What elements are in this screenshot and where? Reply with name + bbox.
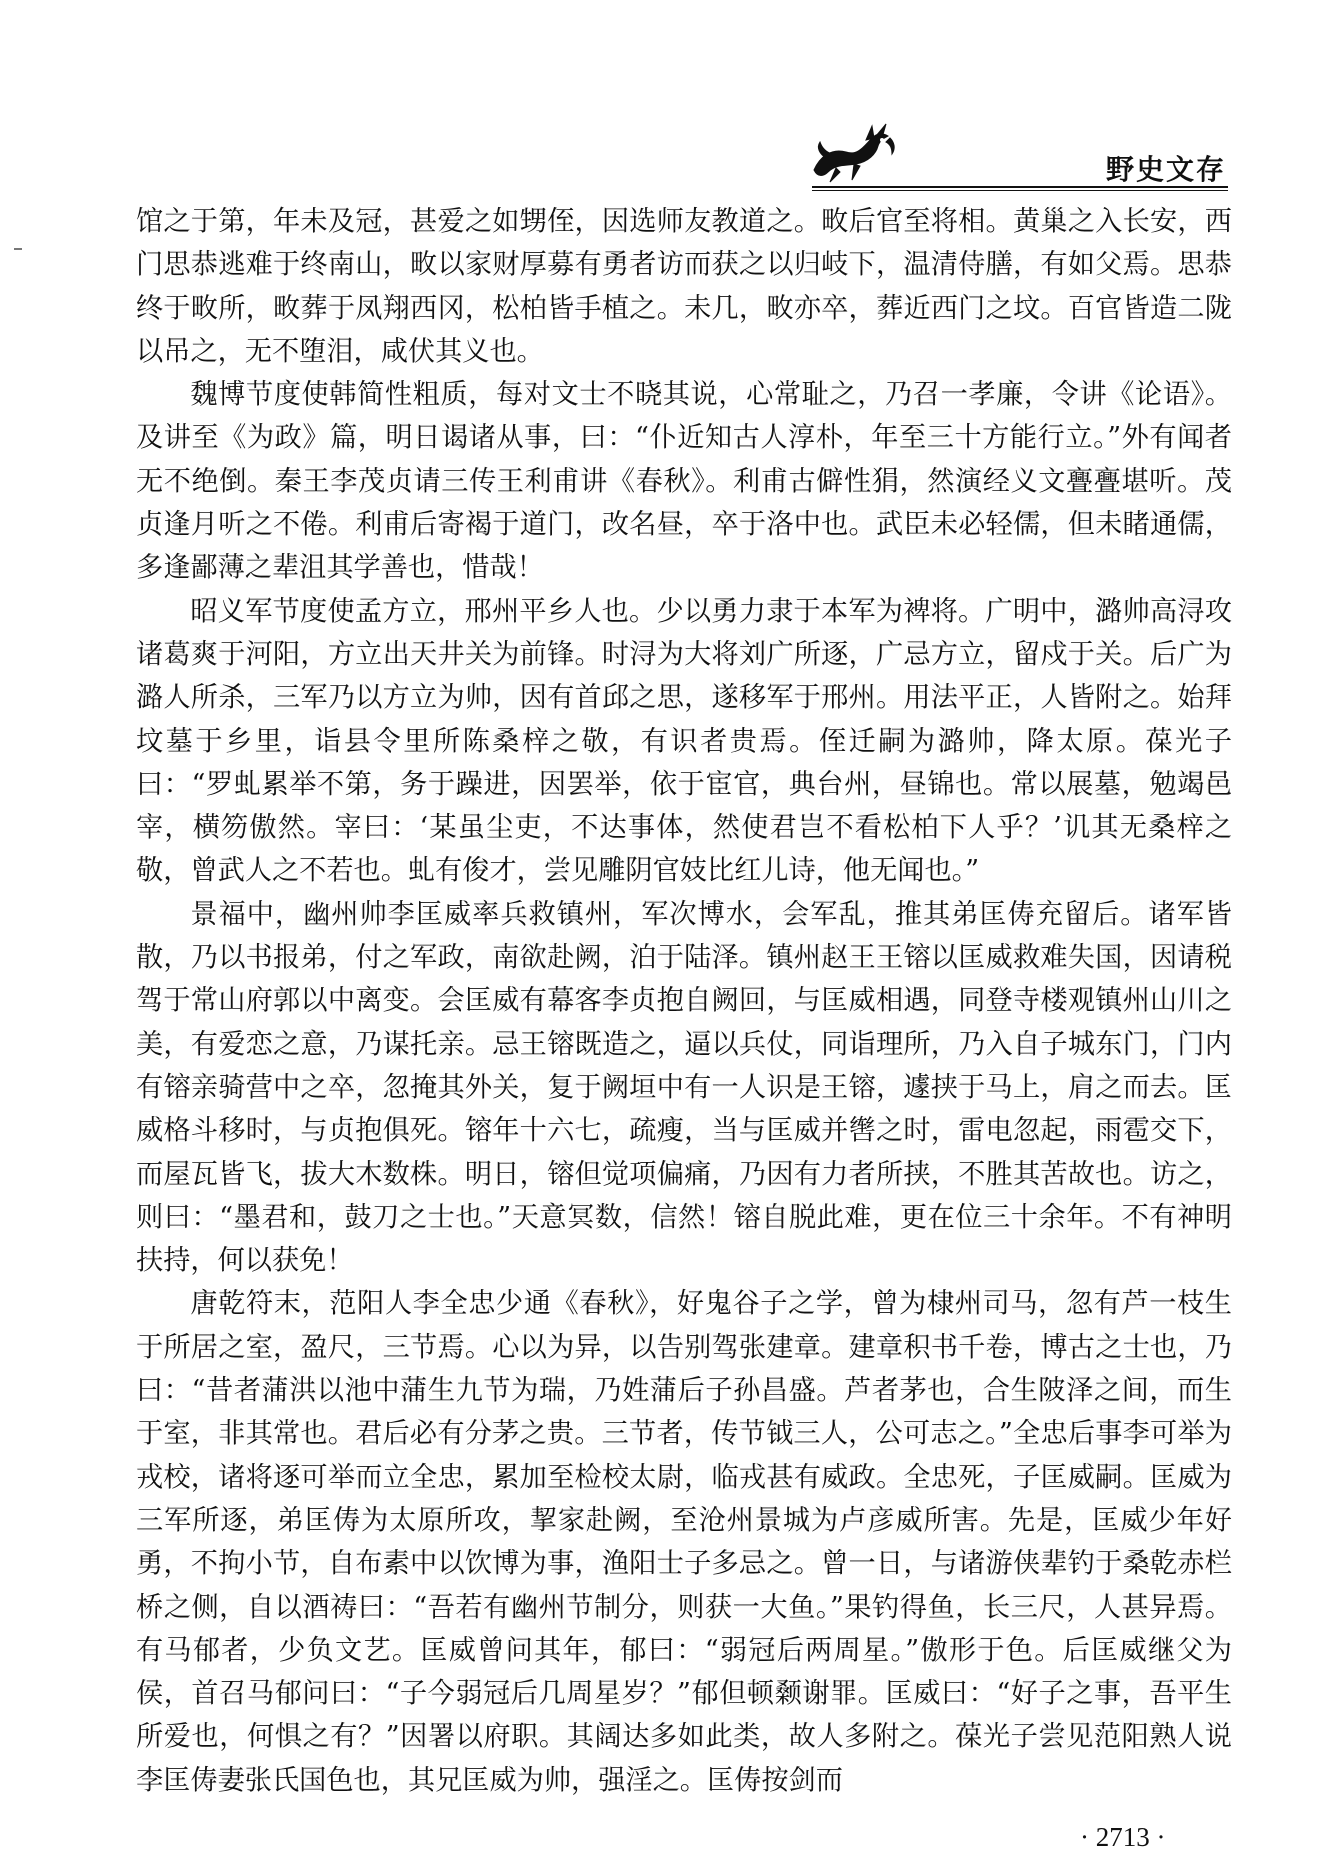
page-number: · 2713 ·	[1080, 1822, 1166, 1852]
header-rule	[812, 186, 1228, 188]
paragraph-4: 景福中，幽州帅李匡威率兵救镇州，军次博水，会军乱，推其弟匡俦充留后。诸军皆散，乃以书报弟，付之军政，南欲赴阙，泊于陆泽。镇州赵王王镕以匡威救难失国，因请税驾于常山府郭以中离变。会匡威有幕客李贞抱自阙回，与匡威相遇，同登寺楼观镇州山川之美，有爱恋之意，乃谋托亲。忌王镕既造之，逼以兵仗，同诣理所，乃入自子城东门，门内有镕亲骑营中之卒，忽掩其外关，复于阙垣中有一人识是王镕，遽挟于马上，肩之而去。匡威格斗移时，与贞抱俱死。镕年十六七，疏瘦，当与匡威并辔之时，雷电忽起，雨雹交下，而屋瓦皆飞，拔大木数株。明日，镕但觉项偏痛，乃因有力者所挟，不胜其苦故也。访之，则曰：“墨君和，鼓刀之士也。”天意冥数，信然！镕自脱此难，更在位三十余年。不有神明扶持，何以获免！	[136, 898, 1232, 1277]
scan-mark	[14, 248, 22, 250]
dragon-emblem-icon	[806, 118, 898, 188]
paragraph-1: 馆之于第，年未及冠，甚爱之如甥侄，因选师友教道之。畋后官至将相。黄巢之入长安，西门思恭逃难于终南山，畋以家财厚募有勇者访而获之以归岐下，温清侍膳，有如父焉。思恭终于畋所，畋葬于凤翔西冈，松柏皆手植之。未几，畋亦卒，葬近西门之坟。百官皆造二陇以吊之，无不堕泪，咸伏其义也。	[136, 206, 1232, 367]
paragraph-3: 昭义军节度使孟方立，邢州平乡人也。少以勇力隶于本军为裨将。广明中，潞帅高浔攻诸葛爽于河阳，方立出天井关为前锋。时浔为大将刘广所逐，广忌方立，留戍于关。后广为潞人所杀，三军乃以方立为帅，因有首邱之思，遂移军于邢州。用法平正，人皆附之。始拜坟墓于乡里，诣县令里所陈桑梓之敬，有识者贵焉。侄迁嗣为潞帅，降太原。葆光子曰：“罗虬累举不第，务于躁进，因罢举，依于宦官，典台州，昼锦也。常以展墓，勉竭邑宰，横笏傲然。宰曰：‘某虽尘吏，不达事体，然使君岂不看松柏下人乎？’讥其无桑梓之敬，曾武人之不若也。虬有俊才，尝见雕阴官妓比红儿诗，他无闻也。”	[136, 595, 1232, 887]
paragraph-5: 唐乾符末，范阳人李全忠少通《春秋》，好鬼谷子之学，曾为棣州司马，忽有芦一枝生于所居之室，盈尺，三节焉。心以为异，以告别驾张建章。建章积书千卷，博古之士也，乃曰：“昔者蒲洪以池中蒲生九节为瑞，乃姓蒲后子孙昌盛。芦者茅也，合生陂泽之间，而生于室，非其常也。君后必有分茅之贵。三节者，传节钺三人，公可志之。”全忠后事李可举为戎校，诸将逐可举而立全忠，累加至检校太尉，临戎甚有威政。全忠死，子匡威嗣。匡威为三军所逐，弟匡俦为太原所攻，挈家赴阙，至沧州景城为卢彦威所害。先是，匡威少年好勇，不拘小节，自布素中以饮博为事，渔阳士子多忌之。曾一日，与诸游侠辈钓于桑乾赤栏桥之侧，自以酒祷曰：“吾若有幽州节制分，则获一大鱼。”果钓得鱼，长三尺，人甚异焉。有马郁者，少负文艺。匡威曾问其年，郁曰：“弱冠后两周星。”傲形于色。后匡威继父为侯，首召马郁问曰：“子今弱冠后几周星岁？”郁但顿颡谢罪。匡威曰：“好子之事，吾平生所爱也，何惧之有？”因署以府职。其阔达多如此类，故人多附之。葆光子尝见范阳熟人说李匡俦妻张氏国色也，其兄匡威为帅，强淫之。匡俦按剑而	[136, 1288, 1232, 1796]
page-header	[0, 110, 1322, 190]
body-text	[136, 200, 1232, 1802]
paragraph-2: 魏博节度使韩简性粗质，每对文士不晓其说，心常耻之，乃召一孝廉，令讲《论语》。及讲至《为政》篇，明日谒诸从事，曰：“仆近知古人淳朴，年至三十方能行立。”外有闻者无不绝倒。秦王李茂贞请三传王利甫讲《春秋》。利甫古僻性狷，然演经义文亹亹堪听。茂贞逢月听之不倦。利甫后寄褐于道门，改名昼，卒于洛中也。武臣未必轻儒，但未睹通儒，多逢鄙薄之辈沮其学善也，惜哉！	[136, 379, 1232, 584]
header-rule-thin	[812, 190, 1228, 191]
series-title: 野史文存	[1105, 153, 1226, 186]
